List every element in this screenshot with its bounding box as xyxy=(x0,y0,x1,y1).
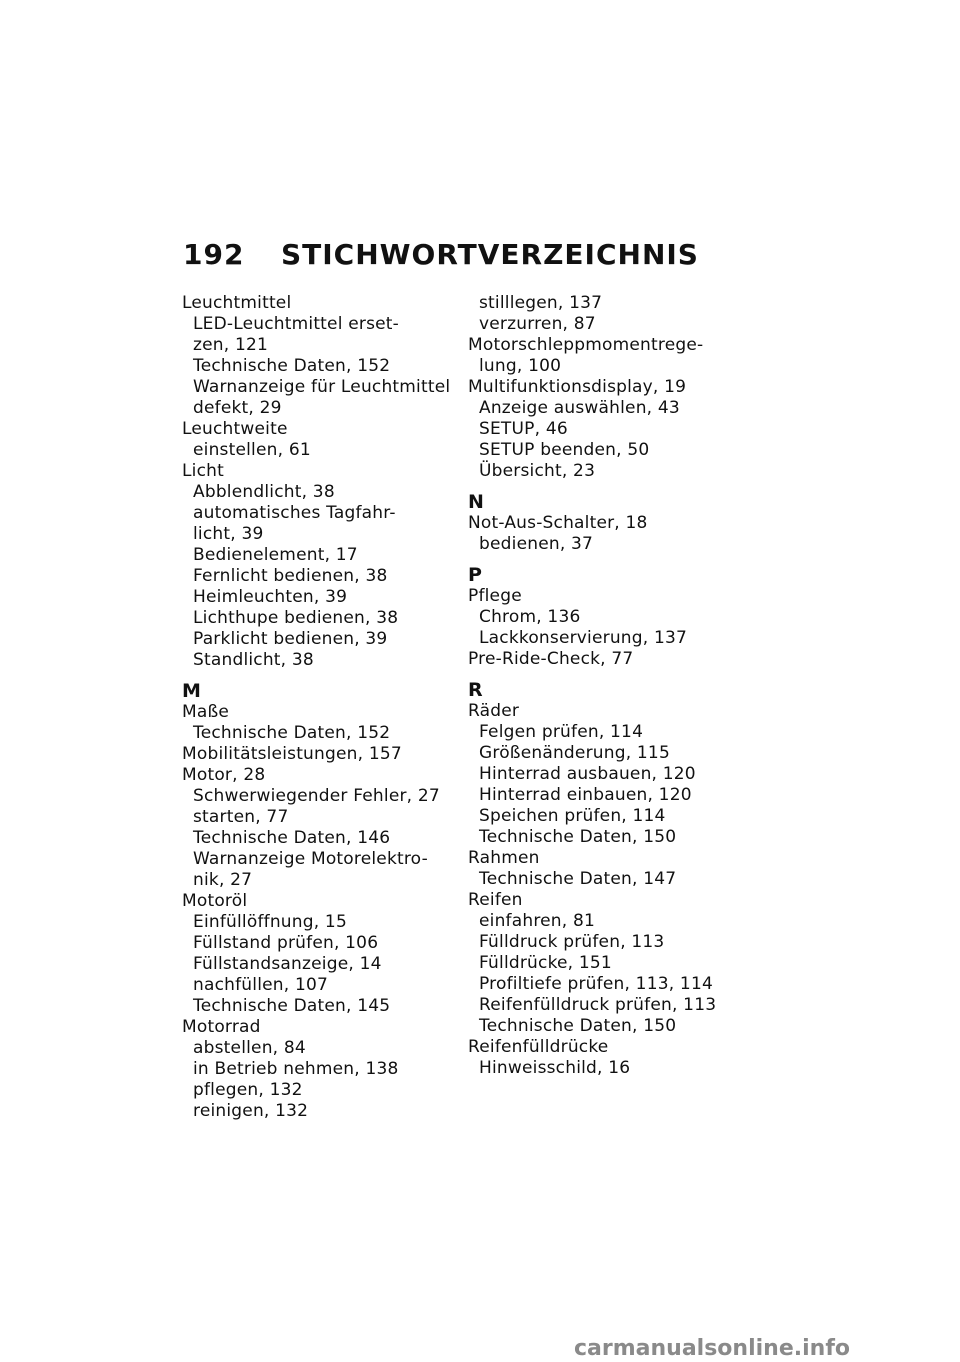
index-column-left xyxy=(182,293,462,1122)
index-subentry: Fülldrücke, 151 xyxy=(479,953,612,973)
section-letter: R xyxy=(468,679,483,701)
index-subentry: abstellen, 84 xyxy=(193,1038,306,1058)
index-column-right xyxy=(468,293,748,1079)
index-subentry: Übersicht, 23 xyxy=(479,461,596,481)
index-subentry: Schwerwiegender Fehler, 27 xyxy=(193,786,440,806)
index-subentry: Bedienelement, 17 xyxy=(193,545,358,565)
index-subentry: Felgen prüfen, 114 xyxy=(479,722,644,742)
index-subentry: Profiltiefe prüfen, 113, 114 xyxy=(479,974,713,994)
index-subentry: Technische Daten, 152 xyxy=(193,356,391,376)
section-letter: P xyxy=(468,564,483,586)
index-subentry: nachfüllen, 107 xyxy=(193,975,329,995)
index-subentry: starten, 77 xyxy=(193,807,289,827)
index-subentry: nik, 27 xyxy=(193,870,253,890)
section-letter: M xyxy=(182,680,202,702)
index-subentry: Hinterrad einbauen, 120 xyxy=(479,785,692,805)
index-entry: Räder xyxy=(468,701,520,721)
index-entry: Reifenfülldrücke xyxy=(468,1037,609,1057)
page-title: STICHWORTVERZEICHNIS xyxy=(281,238,699,271)
index-subentry: stilllegen, 137 xyxy=(479,293,603,313)
index-subentry: einstellen, 61 xyxy=(193,440,311,460)
index-subentry: automatisches Tagfahr- xyxy=(193,503,396,523)
index-subentry: Technische Daten, 146 xyxy=(193,828,391,848)
index-entry: Leuchtweite xyxy=(182,419,288,439)
index-entry: Multifunktionsdisplay, 19 xyxy=(468,377,687,397)
index-entry: Reifen xyxy=(468,890,523,910)
index-subentry: licht, 39 xyxy=(193,524,264,544)
index-entry: Motoröl xyxy=(182,891,248,911)
index-subentry: Warnanzeige Motorelektro- xyxy=(193,849,428,869)
index-subentry: reinigen, 132 xyxy=(193,1101,309,1121)
index-entry: Motorrad xyxy=(182,1017,261,1037)
index-subentry: Technische Daten, 150 xyxy=(479,827,677,847)
index-subentry: in Betrieb nehmen, 138 xyxy=(193,1059,399,1079)
index-subentry: Technische Daten, 145 xyxy=(193,996,391,1016)
index-subentry: Größenänderung, 115 xyxy=(479,743,670,763)
index-subentry: Heimleuchten, 39 xyxy=(193,587,348,607)
section-letter: N xyxy=(468,491,485,513)
index-subentry: Speichen prüfen, 114 xyxy=(479,806,666,826)
index-subentry: Fülldruck prüfen, 113 xyxy=(479,932,665,952)
index-subentry: Standlicht, 38 xyxy=(193,650,314,670)
index-subentry: Anzeige auswählen, 43 xyxy=(479,398,680,418)
watermark: carmanualsonline.info xyxy=(574,1336,850,1361)
index-entry: Maße xyxy=(182,702,230,722)
index-entry: Motor, 28 xyxy=(182,765,266,785)
index-subentry: Technische Daten, 152 xyxy=(193,723,391,743)
index-entry: Pflege xyxy=(468,586,522,606)
index-subentry: Hinweisschild, 16 xyxy=(479,1058,631,1078)
index-subentry: lung, 100 xyxy=(479,356,562,376)
index-subentry: Technische Daten, 150 xyxy=(479,1016,677,1036)
page-number: 192 xyxy=(183,238,245,271)
index-subentry: Einfüllöffnung, 15 xyxy=(193,912,347,932)
index-subentry: Reifenfülldruck prüfen, 113 xyxy=(479,995,717,1015)
index-subentry: Abblendlicht, 38 xyxy=(193,482,335,502)
index-subentry: Füllstand prüfen, 106 xyxy=(193,933,379,953)
index-subentry: Fernlicht bedienen, 38 xyxy=(193,566,388,586)
index-subentry: SETUP, 46 xyxy=(479,419,568,439)
index-entry: Not-Aus-Schalter, 18 xyxy=(468,513,648,533)
index-subentry: Lichthupe bedienen, 38 xyxy=(193,608,399,628)
index-subentry: Füllstandsanzeige, 14 xyxy=(193,954,382,974)
index-entry: Motorschleppmomentrege- xyxy=(468,335,704,355)
index-entry: Mobilitätsleistungen, 157 xyxy=(182,744,402,764)
index-entry: Pre-Ride-Check, 77 xyxy=(468,649,634,669)
index-entry: Leuchtmittel xyxy=(182,293,292,313)
index-subentry: bedienen, 37 xyxy=(479,534,594,554)
index-entry: Licht xyxy=(182,461,224,481)
page-header xyxy=(183,238,699,271)
index-subentry: Parklicht bedienen, 39 xyxy=(193,629,388,649)
index-subentry: verzurren, 87 xyxy=(479,314,596,334)
index-subentry: LED-Leuchtmittel erset- xyxy=(193,314,399,334)
index-subentry: Warnanzeige für Leuchtmittel xyxy=(193,377,451,397)
index-subentry: Technische Daten, 147 xyxy=(479,869,677,889)
index-entry: Rahmen xyxy=(468,848,540,868)
index-subentry: zen, 121 xyxy=(193,335,269,355)
index-subentry: defekt, 29 xyxy=(193,398,282,418)
index-subentry: SETUP beenden, 50 xyxy=(479,440,650,460)
index-subentry: Hinterrad ausbauen, 120 xyxy=(479,764,696,784)
index-subentry: einfahren, 81 xyxy=(479,911,596,931)
index-subentry: Lackkonservierung, 137 xyxy=(479,628,688,648)
index-subentry: Chrom, 136 xyxy=(479,607,581,627)
index-subentry: pflegen, 132 xyxy=(193,1080,303,1100)
